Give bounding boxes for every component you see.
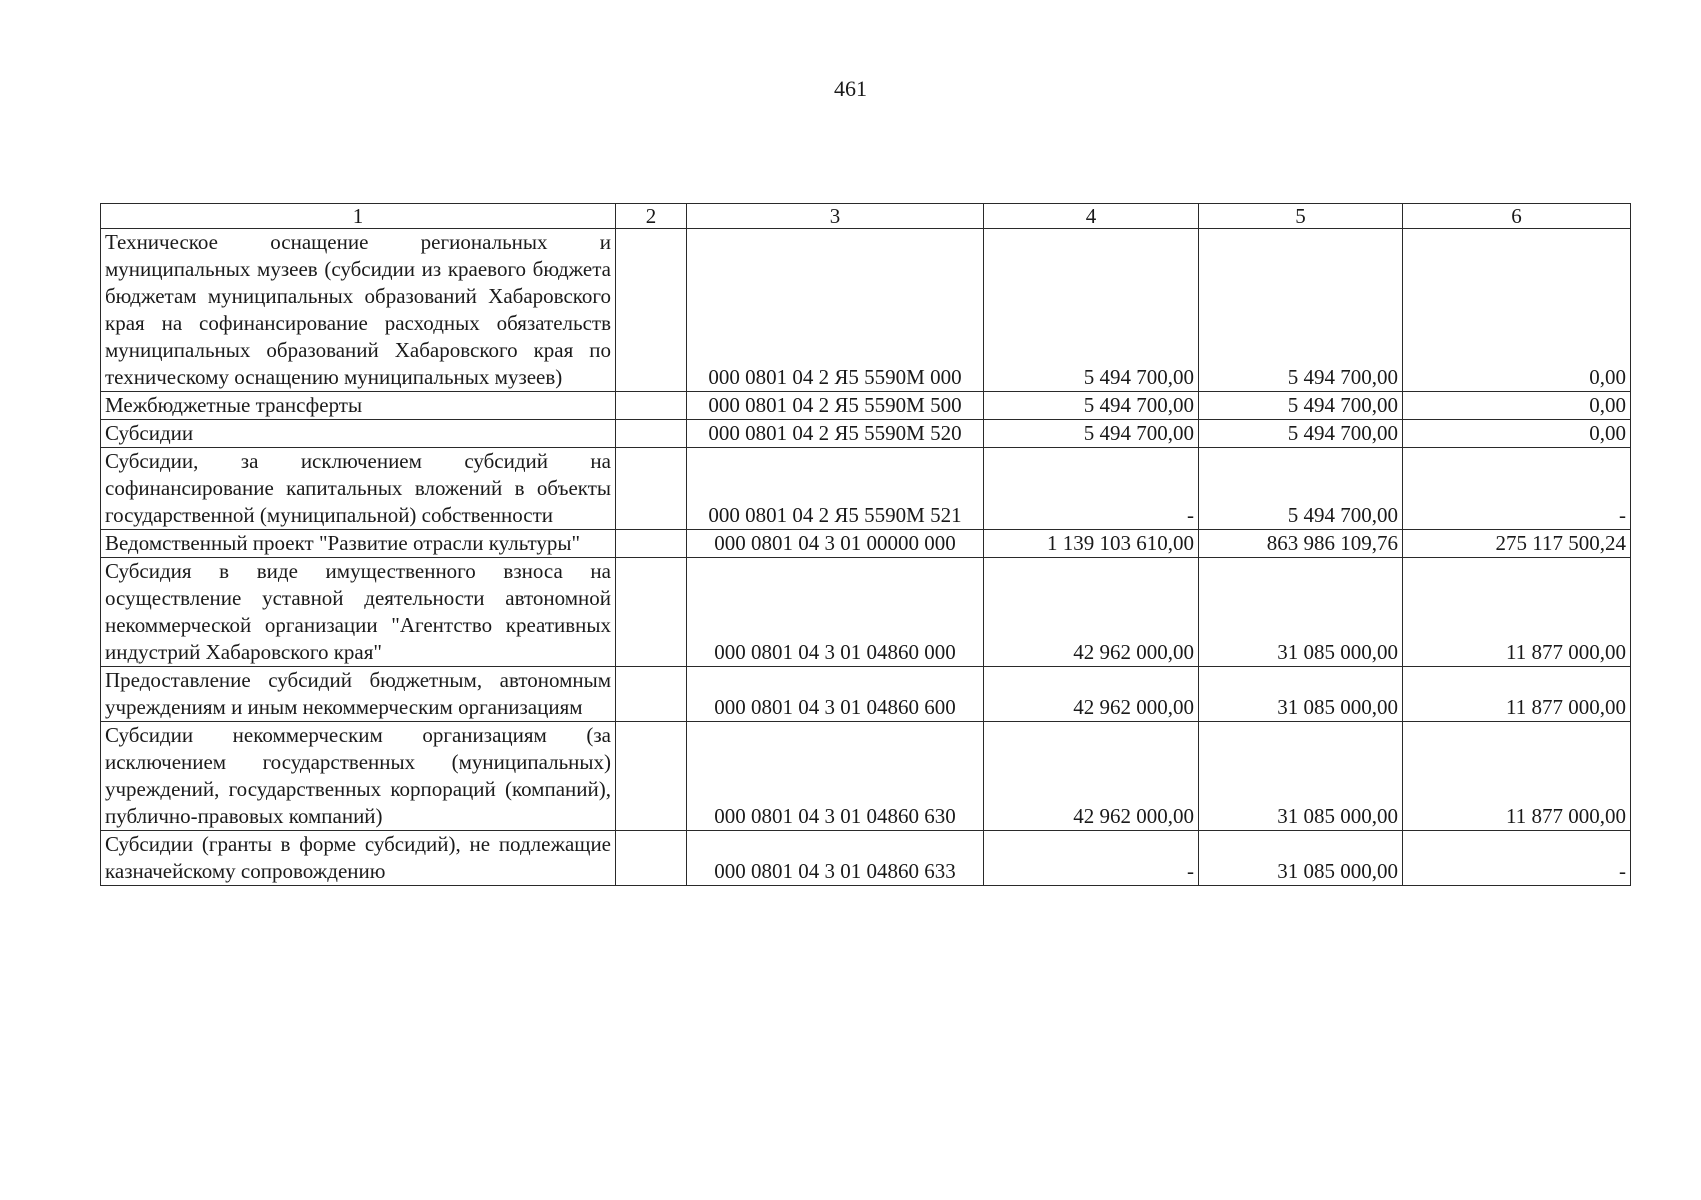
row-col2: [616, 229, 687, 392]
row-value-6: 0,00: [1403, 392, 1631, 420]
row-value-5: 31 085 000,00: [1199, 722, 1403, 831]
row-value-5: 5 494 700,00: [1199, 229, 1403, 392]
row-col2: [616, 831, 687, 886]
row-value-5: 863 986 109,76: [1199, 530, 1403, 558]
row-code: 000 0801 04 2 Я5 5590М 000: [687, 229, 984, 392]
row-value-5: 31 085 000,00: [1199, 667, 1403, 722]
row-value-4: -: [984, 831, 1199, 886]
row-value-6: 0,00: [1403, 229, 1631, 392]
row-name: Межбюджетные трансферты: [101, 392, 616, 420]
table-row: [101, 558, 1631, 667]
row-value-6: 275 117 500,24: [1403, 530, 1631, 558]
row-value-4: 42 962 000,00: [984, 722, 1199, 831]
row-name: Субсидии, за исключением субсидий на софинансирование капитальных вложений в объекты государственной (муниципальной) собственности: [101, 448, 616, 530]
table-row: [101, 420, 1631, 448]
row-value-6: -: [1403, 831, 1631, 886]
row-code: 000 0801 04 3 01 04860 630: [687, 722, 984, 831]
row-col2: [616, 448, 687, 530]
table-row: [101, 667, 1631, 722]
row-name: Предоставление субсидий бюджетным, автономным учреждениям и иным некоммерческим организациям: [101, 667, 616, 722]
column-header-3: 3: [687, 204, 984, 229]
table-row: [101, 392, 1631, 420]
row-code: 000 0801 04 2 Я5 5590М 520: [687, 420, 984, 448]
row-code: 000 0801 04 2 Я5 5590М 521: [687, 448, 984, 530]
row-value-6: -: [1403, 448, 1631, 530]
column-header-1: 1: [101, 204, 616, 229]
row-value-6: 11 877 000,00: [1403, 722, 1631, 831]
row-value-5: 5 494 700,00: [1199, 448, 1403, 530]
row-col2: [616, 530, 687, 558]
row-col2: [616, 420, 687, 448]
row-value-6: 11 877 000,00: [1403, 667, 1631, 722]
row-value-4: 5 494 700,00: [984, 229, 1199, 392]
row-col2: [616, 667, 687, 722]
row-value-4: 5 494 700,00: [984, 392, 1199, 420]
row-code: 000 0801 04 2 Я5 5590М 500: [687, 392, 984, 420]
row-name: Ведомственный проект "Развитие отрасли культуры": [101, 530, 616, 558]
row-value-5: 31 085 000,00: [1199, 558, 1403, 667]
table-row: [101, 448, 1631, 530]
table-row: [101, 229, 1631, 392]
row-value-4: 42 962 000,00: [984, 667, 1199, 722]
row-name: Субсидии некоммерческим организациям (за исключением государственных (муниципальных) учреждений, государственных корпораций (компаний), публично-правовых компаний): [101, 722, 616, 831]
row-code: 000 0801 04 3 01 04860 633: [687, 831, 984, 886]
row-value-4: 5 494 700,00: [984, 420, 1199, 448]
row-name: Субсидии: [101, 420, 616, 448]
row-value-6: 0,00: [1403, 420, 1631, 448]
row-col2: [616, 558, 687, 667]
row-name: Субсидии (гранты в форме субсидий), не подлежащие казначейскому сопровождению: [101, 831, 616, 886]
row-value-5: 5 494 700,00: [1199, 392, 1403, 420]
column-header-2: 2: [616, 204, 687, 229]
table-row: [101, 530, 1631, 558]
row-code: 000 0801 04 3 01 04860 600: [687, 667, 984, 722]
page-number: 461: [834, 76, 867, 101]
budget-table: [100, 203, 1631, 886]
column-header-4: 4: [984, 204, 1199, 229]
row-value-5: 31 085 000,00: [1199, 831, 1403, 886]
column-header-5: 5: [1199, 204, 1403, 229]
header-row: [101, 204, 1631, 229]
row-name: Техническое оснащение региональных и муниципальных музеев (субсидии из краевого бюджета бюджетам муниципальных образований Хабаровского края на софинансирование расходных обязательств муниципальных образований Хабаровского края по техническому оснащению муниципальных музеев): [101, 229, 616, 392]
row-col2: [616, 392, 687, 420]
table-row: [101, 722, 1631, 831]
row-value-4: 42 962 000,00: [984, 558, 1199, 667]
row-name: Субсидия в виде имущественного взноса на осуществление уставной деятельности автономной некоммерческой организации "Агентство креативных индустрий Хабаровского края": [101, 558, 616, 667]
table-row: [101, 831, 1631, 886]
row-code: 000 0801 04 3 01 04860 000: [687, 558, 984, 667]
row-value-4: -: [984, 448, 1199, 530]
column-header-6: 6: [1403, 204, 1631, 229]
row-col2: [616, 722, 687, 831]
row-value-6: 11 877 000,00: [1403, 558, 1631, 667]
row-code: 000 0801 04 3 01 00000 000: [687, 530, 984, 558]
row-value-5: 5 494 700,00: [1199, 420, 1403, 448]
row-value-4: 1 139 103 610,00: [984, 530, 1199, 558]
